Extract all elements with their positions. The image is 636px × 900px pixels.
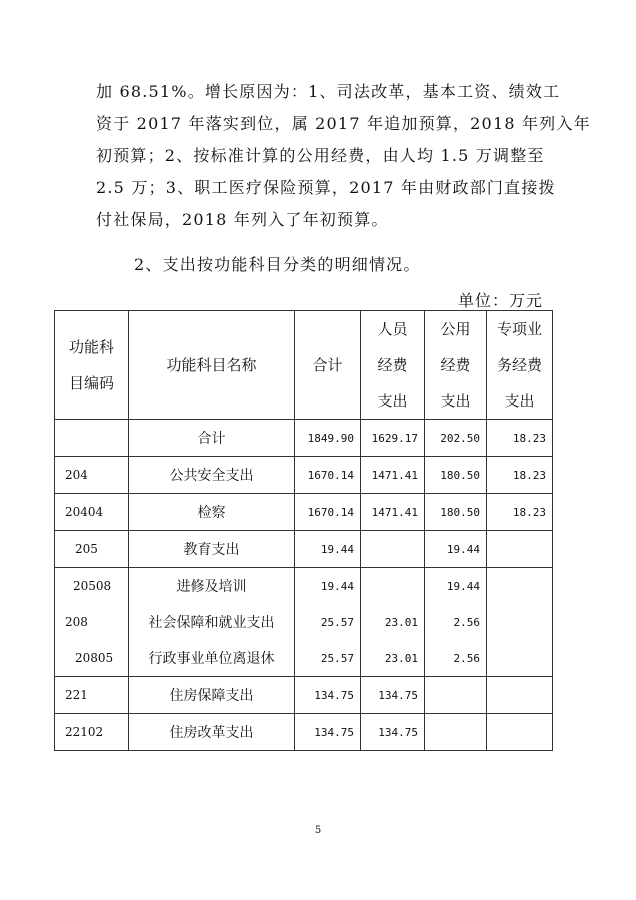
unit-label: 单位：万元 [458, 291, 544, 310]
cell-total: 25.57 [295, 640, 361, 677]
cell-personnel: 23.01 [361, 604, 425, 640]
paragraph-line: 资于 2017 年落实到位，属 2017 年追加预算，2018 年列入年 [96, 114, 591, 133]
cell-special [487, 531, 553, 568]
cell-code: 20805 [55, 640, 129, 677]
cell-public: 19.44 [425, 568, 487, 605]
cell-personnel: 1471.41 [361, 457, 425, 494]
cell-public: 2.56 [425, 604, 487, 640]
cell-public: 19.44 [425, 531, 487, 568]
header-code: 功能科 目编码 [55, 311, 129, 420]
cell-total: 25.57 [295, 604, 361, 640]
cell-public: 202.50 [425, 420, 487, 457]
cell-personnel: 1471.41 [361, 494, 425, 531]
cell-code: 205 [55, 531, 129, 568]
table-row [55, 677, 553, 714]
paragraph-line: 付社保局，2018 年列入了年初预算。 [96, 210, 389, 229]
cell-code: 208 [55, 604, 129, 640]
cell-special [487, 640, 553, 677]
header-total: 合计 [295, 311, 361, 420]
paragraph-line: 初预算；2、按标准计算的公用经费，由人均 1.5 万调整至 [96, 146, 545, 165]
header-personnel: 人员 经费 支出 [361, 311, 425, 420]
cell-total: 134.75 [295, 714, 361, 751]
cell-special [487, 568, 553, 605]
table-row [55, 420, 553, 457]
cell-total: 1670.14 [295, 494, 361, 531]
cell-code: 204 [55, 457, 129, 494]
cell-code: 20404 [55, 494, 129, 531]
cell-public: 2.56 [425, 640, 487, 677]
cell-name: 进修及培训 [129, 568, 295, 605]
table-row [55, 568, 553, 605]
body-paragraph [96, 76, 591, 236]
paragraph-line: 2.5 万；3、职工医疗保险预算，2017 年由财政部门直接拨 [96, 178, 556, 197]
cell-public: 180.50 [425, 457, 487, 494]
expenditure-table [54, 310, 553, 751]
cell-personnel: 134.75 [361, 714, 425, 751]
table-header-row [55, 311, 553, 420]
cell-special [487, 714, 553, 751]
cell-total: 1849.90 [295, 420, 361, 457]
cell-personnel: 23.01 [361, 640, 425, 677]
header-name: 功能科目名称 [129, 311, 295, 420]
cell-name: 检察 [129, 494, 295, 531]
cell-personnel: 134.75 [361, 677, 425, 714]
cell-special: 18.23 [487, 457, 553, 494]
cell-name: 公共安全支出 [129, 457, 295, 494]
cell-name: 社会保障和就业支出 [129, 604, 295, 640]
cell-special: 18.23 [487, 494, 553, 531]
cell-personnel: 1629.17 [361, 420, 425, 457]
section-title: 2、支出按功能科目分类的明细情况。 [134, 255, 421, 274]
cell-public [425, 677, 487, 714]
table-row [55, 604, 553, 640]
cell-name: 住房保障支出 [129, 677, 295, 714]
cell-code: 221 [55, 677, 129, 714]
cell-total: 1670.14 [295, 457, 361, 494]
cell-code: 22102 [55, 714, 129, 751]
cell-code: 20508 [55, 568, 129, 605]
table-row [55, 531, 553, 568]
cell-total: 134.75 [295, 677, 361, 714]
cell-code [55, 420, 129, 457]
table-row [55, 640, 553, 677]
cell-name: 教育支出 [129, 531, 295, 568]
table-row [55, 714, 553, 751]
cell-special: 18.23 [487, 420, 553, 457]
header-public: 公用 经费 支出 [425, 311, 487, 420]
header-special: 专项业 务经费 支出 [487, 311, 553, 420]
table-row [55, 494, 553, 531]
cell-total: 19.44 [295, 568, 361, 605]
cell-name: 合计 [129, 420, 295, 457]
cell-total: 19.44 [295, 531, 361, 568]
paragraph-line: 加 68.51%。增长原因为：1、司法改革，基本工资、绩效工 [96, 82, 561, 101]
cell-public [425, 714, 487, 751]
table-row [55, 457, 553, 494]
cell-personnel [361, 568, 425, 605]
cell-public: 180.50 [425, 494, 487, 531]
cell-special [487, 604, 553, 640]
cell-name: 行政事业单位离退休 [129, 640, 295, 677]
cell-special [487, 677, 553, 714]
cell-personnel [361, 531, 425, 568]
page-number: 5 [314, 825, 322, 836]
cell-name: 住房改革支出 [129, 714, 295, 751]
